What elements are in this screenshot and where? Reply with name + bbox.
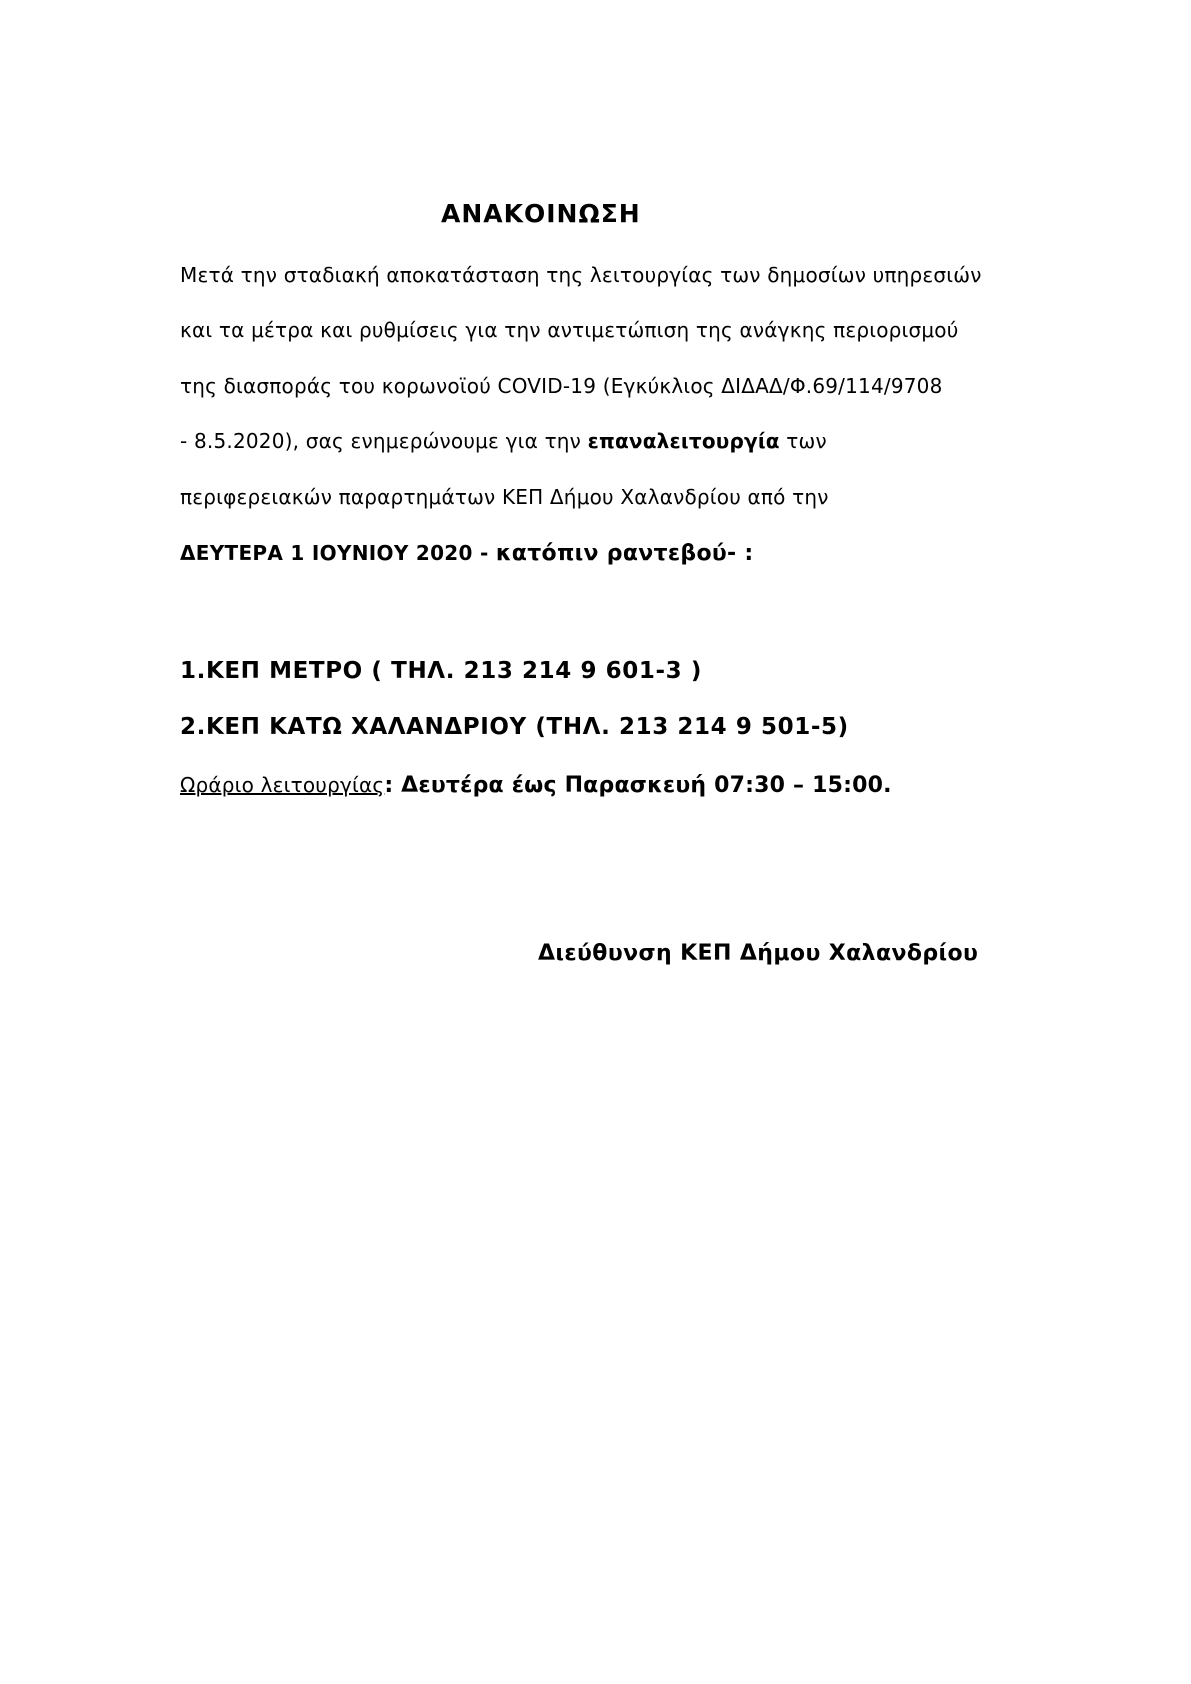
paragraph-line-4 [180, 429, 827, 453]
paragraph-line-2: και τα μέτρα και ρυθμίσεις για την αντιμετώπιση της ανάγκης περιορισμού [180, 318, 959, 342]
paragraph-line-4-end: των [779, 429, 827, 453]
opening-hours [180, 773, 892, 798]
paragraph-line-4-start: - 8.5.2020), σας ενημερώνουμε για την [180, 429, 588, 453]
office-kato-chalandri: 2.ΚΕΠ ΚΑΤΩ ΧΑΛΑΝΔΡΙΟΥ (ΤΗΛ. 213 214 9 501-5) [180, 714, 849, 740]
reopening-date-line [180, 541, 754, 566]
paragraph-line-5: περιφερειακών παραρτημάτων ΚΕΠ Δήμου Χαλανδρίου από την [180, 485, 829, 509]
opening-hours-label: Ωράριο λειτουργίας [180, 773, 385, 797]
signature: Διεύθυνση ΚΕΠ Δήμου Χαλανδρίου [538, 941, 979, 966]
opening-hours-value: : Δευτέρα έως Παρασκευή 07:30 – 15:00. [384, 773, 892, 798]
announcement-title: ΑΝΑΚΟΙΝΩΣΗ [441, 199, 641, 228]
office-metro: 1.ΚΕΠ ΜΕΤΡΟ ( ΤΗΛ. 213 214 9 601-3 ) [180, 658, 702, 684]
reopening-date: ΔΕΥΤΕΡΑ 1 ΙΟΥΝΙΟΥ 2020 - [180, 541, 496, 565]
paragraph-line-1: Μετά την σταδιακή αποκατάσταση της λειτουργίας των δημοσίων υπηρεσιών [180, 263, 982, 287]
paragraph-line-3: της διασποράς του κορωνοϊού COVID-19 (Εγκύκλιος ΔΙΔΑΔ/Φ.69/114/9708 [180, 374, 943, 398]
reopening-emphasis: επαναλειτουργία [587, 429, 780, 453]
appointment-note: κατόπιν ραντεβού- : [495, 541, 754, 566]
